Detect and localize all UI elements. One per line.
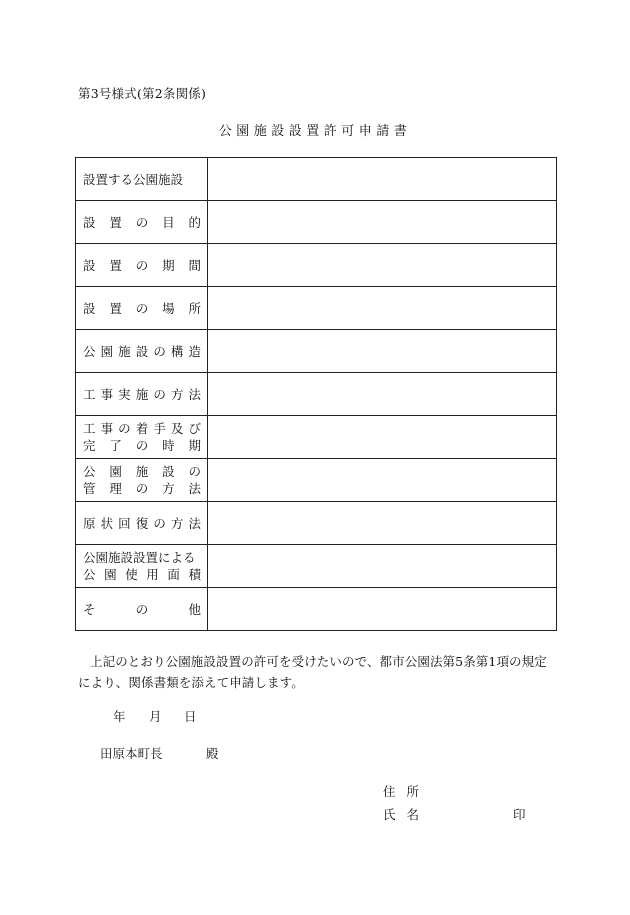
row-label bbox=[76, 502, 208, 545]
row-label bbox=[76, 287, 208, 330]
row-label bbox=[76, 158, 208, 201]
form-number: 第3号様式(第2条関係) bbox=[78, 86, 207, 101]
table-row bbox=[76, 158, 557, 201]
label-line: 公 園 施 設 の bbox=[83, 464, 201, 479]
label-line: 原 状 回 復 の 方 法 bbox=[83, 515, 201, 531]
label-line: 公 園 施 設 の 構 造 bbox=[83, 343, 201, 359]
row-label bbox=[76, 459, 208, 502]
label-line: 設置する公園施設 bbox=[83, 171, 184, 187]
application-table bbox=[75, 157, 557, 631]
row-value-field[interactable] bbox=[208, 459, 557, 502]
row-label bbox=[76, 416, 208, 459]
table-row bbox=[76, 244, 557, 287]
label-line: 完 了 の 時 期 bbox=[83, 438, 201, 453]
addressee-honorific: 殿 bbox=[206, 746, 219, 761]
label-line: 公 園 使 用 面 積 bbox=[83, 567, 201, 582]
table-row bbox=[76, 287, 557, 330]
row-value-field[interactable] bbox=[208, 588, 557, 631]
row-value-field[interactable] bbox=[208, 201, 557, 244]
date-year: 年 bbox=[113, 709, 126, 724]
table-row bbox=[76, 373, 557, 416]
table-row bbox=[76, 201, 557, 244]
label-line: 公園施設設置による bbox=[83, 550, 196, 565]
label-line: 設 置 の 場 所 bbox=[83, 300, 201, 316]
label-line: 管 理 の 方 法 bbox=[83, 481, 201, 496]
form-title: 公園施設設置許可申請書 bbox=[218, 124, 412, 139]
row-value-field[interactable] bbox=[208, 502, 557, 545]
table-row bbox=[76, 416, 557, 459]
row-label bbox=[76, 373, 208, 416]
table-row bbox=[76, 588, 557, 631]
row-label bbox=[76, 244, 208, 287]
row-value-field[interactable] bbox=[208, 287, 557, 330]
row-label bbox=[76, 545, 208, 588]
label-line: 設 置 の 目 的 bbox=[83, 214, 201, 230]
name-label: 氏 名 bbox=[383, 807, 419, 822]
table-row bbox=[76, 330, 557, 373]
seal-mark: 印 bbox=[513, 807, 526, 822]
label-line: 設 置 の 期 間 bbox=[83, 257, 201, 273]
date-line bbox=[113, 707, 197, 725]
label-line: 工 事 の 着 手 及 び bbox=[83, 421, 201, 436]
row-value-field[interactable] bbox=[208, 545, 557, 588]
label-line: そ の 他 bbox=[83, 601, 201, 617]
row-label bbox=[76, 330, 208, 373]
table-row bbox=[76, 502, 557, 545]
table-row bbox=[76, 545, 557, 588]
addressee bbox=[100, 744, 219, 762]
label-line: 工 事 実 施 の 方 法 bbox=[83, 386, 201, 402]
row-value-field[interactable] bbox=[208, 244, 557, 287]
row-value-field[interactable] bbox=[208, 158, 557, 201]
row-label bbox=[76, 588, 208, 631]
address-label: 住 所 bbox=[383, 784, 419, 799]
row-value-field[interactable] bbox=[208, 416, 557, 459]
table-row bbox=[76, 459, 557, 502]
applicant-block bbox=[383, 782, 526, 824]
addressee-name: 田原本町長 bbox=[100, 746, 163, 761]
row-label bbox=[76, 201, 208, 244]
row-value-field[interactable] bbox=[208, 330, 557, 373]
date-month: 月 bbox=[149, 709, 162, 724]
statement-text: 上記のとおり公園施設設置の許可を受けたいので、都市公園法第5条第1項の規定により、関係書類を添えて申請します。 bbox=[78, 654, 547, 690]
date-day: 日 bbox=[184, 709, 197, 724]
row-value-field[interactable] bbox=[208, 373, 557, 416]
